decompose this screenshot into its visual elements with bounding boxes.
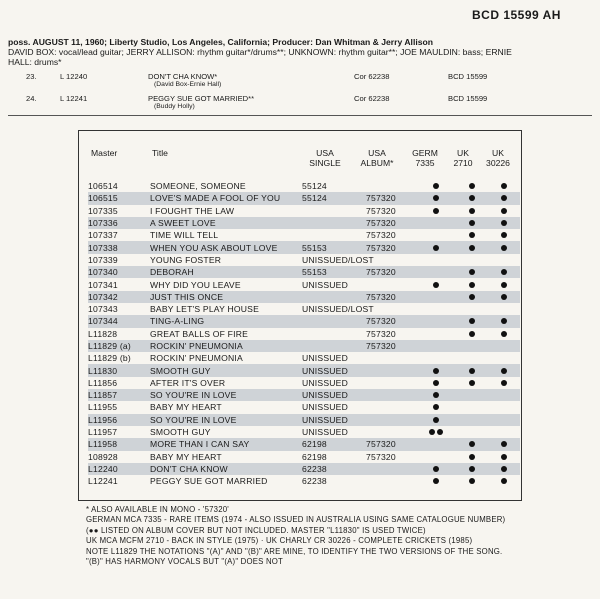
- track-title: DON'T CHA KNOW*: [148, 72, 218, 81]
- release-dot-icon: [469, 466, 475, 472]
- master-cell: 107344: [88, 315, 150, 327]
- uk1-cell: [456, 463, 488, 475]
- uk1-cell: [456, 254, 488, 266]
- table-row: [88, 266, 520, 278]
- germ-cell: [416, 180, 456, 192]
- single-cell: 62238: [302, 476, 327, 487]
- track-number: 23.: [26, 72, 37, 81]
- germ-cell: [416, 463, 456, 475]
- title-cell: BABY MY HEART: [150, 402, 222, 413]
- uk1-cell: [456, 291, 488, 303]
- uk2-cell: [488, 414, 520, 426]
- single-cell: UNISSUED: [302, 389, 366, 401]
- session-info: [8, 37, 592, 67]
- title-cell: A SWEET LOVE: [150, 217, 302, 229]
- table-row: [88, 340, 520, 352]
- single-cell: [302, 340, 366, 352]
- release-dot-icon: [433, 466, 439, 472]
- uk2-cell: [488, 389, 520, 401]
- master-cell: L11956: [88, 414, 150, 426]
- track-credit: (David Box-Ernie Hall): [154, 81, 222, 88]
- uk2-cell: [488, 303, 520, 315]
- title-cell: BABY LET'S PLAY HOUSE: [150, 304, 260, 315]
- release-dot-icon: [469, 245, 475, 251]
- release-dot-icon: [469, 331, 475, 337]
- album-cell: 757320: [366, 438, 416, 450]
- footnote: NOTE L11829 THE NOTATIONS "(A)" AND "(B)" ARE MINE, TO IDENTIFY THE TWO VERSIONS OF THE SONG.: [86, 546, 503, 556]
- track-list: [8, 72, 592, 116]
- release-dot-icon: [433, 183, 439, 189]
- uk2-cell: [488, 401, 520, 413]
- master-cell: 106515: [88, 192, 150, 204]
- master-cell: 107337: [88, 230, 118, 241]
- table-row: [88, 217, 520, 229]
- table-row: [88, 254, 520, 266]
- table-row: [88, 352, 520, 364]
- title-cell: TING-A-LING: [150, 315, 302, 327]
- single-cell: [302, 205, 366, 217]
- germ-cell: [416, 229, 456, 241]
- germ-cell: [416, 241, 456, 253]
- title-cell: YOUNG FOSTER: [150, 254, 222, 265]
- single-cell: 62238: [302, 463, 366, 475]
- uk2-cell: [488, 205, 520, 217]
- release-dot-icon: [501, 195, 507, 201]
- album-cell: 757320: [366, 266, 416, 278]
- single-cell: 62198: [302, 451, 327, 462]
- uk2-cell: [488, 278, 520, 290]
- album-cell: [366, 389, 416, 401]
- footnote: "(B)" HAS HARMONY VOCALS BUT "(A)" DOES NOT: [86, 557, 284, 567]
- footnotes: [86, 505, 586, 567]
- release-dot-icon: [469, 294, 475, 300]
- uk2-cell: [488, 352, 520, 364]
- release-dot-icon: [429, 429, 435, 435]
- release-dot-icon: [433, 368, 439, 374]
- album-cell: 757320: [366, 451, 396, 462]
- uk2-cell: [488, 340, 520, 352]
- single-cell: [302, 217, 366, 229]
- master-cell: L11830: [88, 364, 150, 376]
- track-cor: Cor 62238: [354, 72, 390, 81]
- release-dot-icon: [501, 454, 507, 460]
- release-dot-icon: [501, 441, 507, 447]
- germ-cell: [416, 205, 456, 217]
- germ-cell: [416, 278, 456, 290]
- track-master: L 12240: [60, 72, 88, 81]
- title-cell: PEGGY SUE GOT MARRIED: [150, 476, 268, 487]
- single-cell: 55153: [302, 266, 366, 278]
- master-cell: 107339: [88, 254, 118, 265]
- table-row: [88, 364, 520, 376]
- title-cell: SOMEONE, SOMEONE: [150, 181, 246, 192]
- uk1-cell: [456, 340, 488, 352]
- germ-cell: [416, 328, 456, 340]
- uk1-cell: [456, 475, 488, 487]
- release-dot-icon: [501, 232, 507, 238]
- table-row: [88, 180, 520, 192]
- header-master: Master: [91, 148, 118, 158]
- table-row: [88, 475, 520, 487]
- album-cell: 757320: [366, 230, 396, 241]
- catalog-number: BCD 15599 AH: [472, 8, 561, 22]
- release-dot-icon: [501, 282, 507, 288]
- germ-cell: [416, 303, 456, 315]
- table-row: [88, 451, 520, 463]
- uk2-cell: [488, 463, 520, 475]
- track-master: L 12241: [60, 94, 88, 103]
- title-cell: SMOOTH GUY: [150, 427, 211, 438]
- germ-cell: [416, 451, 456, 463]
- release-dot-icon: [469, 441, 475, 447]
- uk1-cell: [456, 241, 488, 253]
- title-cell: BABY MY HEART: [150, 451, 222, 462]
- album-cell: [366, 475, 416, 487]
- release-dot-icon: [501, 368, 507, 374]
- germ-cell: [416, 401, 456, 413]
- track-title: PEGGY SUE GOT MARRIED**: [148, 94, 255, 103]
- uk2-cell: [488, 328, 520, 340]
- uk1-cell: [456, 401, 488, 413]
- master-cell: L11828: [88, 328, 118, 339]
- uk1-cell: [456, 451, 488, 463]
- table-row: [88, 303, 520, 315]
- uk2-cell: [488, 315, 520, 327]
- single-cell: [302, 328, 366, 340]
- uk1-cell: [456, 192, 488, 204]
- uk2-cell: [488, 192, 520, 204]
- album-cell: 757320: [366, 315, 416, 327]
- release-dot-icon: [437, 429, 443, 435]
- single-cell: UNISSUED: [302, 402, 349, 413]
- single-cell: UNISSUED: [302, 353, 349, 364]
- master-cell: L11955: [88, 402, 118, 413]
- single-cell: UNISSUED: [302, 364, 366, 376]
- release-dot-icon: [469, 208, 475, 214]
- single-cell: UNISSUED: [302, 427, 349, 438]
- germ-cell: [416, 426, 456, 438]
- single-cell: 62198: [302, 438, 366, 450]
- master-cell: L11829 (b): [88, 353, 131, 364]
- footnote: UK MCA MCFM 2710 - BACK IN STYLE (1975) · UK CHARLY CR 30226 - COMPLETE CRICKETS (1985): [86, 536, 473, 546]
- uk1-cell: [456, 315, 488, 327]
- title-cell: JUST THIS ONCE: [150, 291, 302, 303]
- album-cell: 757320: [366, 291, 416, 303]
- single-cell: 55124: [302, 192, 366, 204]
- table-row: [88, 426, 520, 438]
- release-dot-icon: [469, 220, 475, 226]
- germ-cell: [416, 377, 456, 389]
- footnote: (●● LISTED ON ALBUM COVER BUT NOT INCLUDED. MASTER "L11830" IS USED TWICE): [86, 525, 426, 535]
- single-cell: UNISSUED: [302, 414, 366, 426]
- single-cell: UNISSUED/LOST: [302, 304, 374, 315]
- track-bcd: BCD 15599: [448, 72, 488, 81]
- header-usa-album: USA ALBUM*: [360, 148, 394, 168]
- master-cell: 107335: [88, 205, 118, 216]
- release-dot-icon: [501, 220, 507, 226]
- album-cell: 757320: [366, 328, 396, 339]
- release-dot-icon: [501, 466, 507, 472]
- album-cell: [366, 377, 416, 389]
- master-cell: 107340: [88, 266, 150, 278]
- uk2-cell: [488, 241, 520, 253]
- release-dot-icon: [469, 380, 475, 386]
- germ-cell: [416, 364, 456, 376]
- uk1-cell: [456, 389, 488, 401]
- header-uk-2710: UK 2710: [453, 148, 473, 168]
- table-row: [88, 205, 520, 217]
- release-dot-icon: [469, 368, 475, 374]
- release-dot-icon: [469, 195, 475, 201]
- germ-cell: [416, 192, 456, 204]
- track-row: [8, 72, 592, 94]
- release-dot-icon: [501, 208, 507, 214]
- germ-cell: [416, 340, 456, 352]
- title-cell: DEBORAH: [150, 266, 302, 278]
- single-cell: 55153: [302, 241, 366, 253]
- session-date-line: poss. AUGUST 11, 1960; Liberty Studio, Los Angeles, California; Producer: Dan Whitman & Jerry Allison: [8, 37, 433, 47]
- title-cell: TIME WILL TELL: [150, 230, 219, 241]
- uk2-cell: [488, 364, 520, 376]
- table-row: [88, 278, 520, 290]
- uk1-cell: [456, 438, 488, 450]
- uk2-cell: [488, 254, 520, 266]
- title-cell: SO YOU'RE IN LOVE: [150, 389, 302, 401]
- album-cell: 757320: [366, 241, 416, 253]
- uk1-cell: [456, 266, 488, 278]
- table-row: [88, 401, 520, 413]
- germ-cell: [416, 291, 456, 303]
- table-row: [88, 389, 520, 401]
- master-cell: 106514: [88, 181, 118, 192]
- master-cell: L11857: [88, 389, 150, 401]
- germ-cell: [416, 266, 456, 278]
- release-dot-icon: [501, 245, 507, 251]
- discography-table: [88, 180, 520, 487]
- title-cell: WHY DID YOU LEAVE: [150, 279, 241, 290]
- uk2-cell: [488, 451, 520, 463]
- uk1-cell: [456, 217, 488, 229]
- session-personnel-line: DAVID BOX: vocal/lead guitar; JERRY ALLISON: rhythm guitar*/drums**; UNKNOWN: rhythm guitar**; JOE MAULDIN: bass; ERNIE: [8, 47, 512, 57]
- header-uk-30226: UK 30226: [486, 148, 510, 168]
- track-cor: Cor 62238: [354, 94, 390, 103]
- track-number: 24.: [26, 94, 37, 103]
- title-cell: I FOUGHT THE LAW: [150, 205, 235, 216]
- album-cell: [366, 463, 416, 475]
- release-dot-icon: [501, 294, 507, 300]
- master-cell: 107341: [88, 279, 118, 290]
- master-cell: L12241: [88, 476, 118, 487]
- uk1-cell: [456, 377, 488, 389]
- germ-cell: [416, 315, 456, 327]
- uk1-cell: [456, 205, 488, 217]
- uk1-cell: [456, 303, 488, 315]
- germ-cell: [416, 438, 456, 450]
- germ-cell: [416, 414, 456, 426]
- germ-cell: [416, 217, 456, 229]
- title-cell: GREAT BALLS OF FIRE: [150, 328, 249, 339]
- footnote: * ALSO AVAILABLE IN MONO - '57320': [86, 505, 229, 514]
- single-cell: [302, 229, 366, 241]
- track-row: [8, 94, 592, 116]
- release-dot-icon: [469, 318, 475, 324]
- table-row: [88, 463, 520, 475]
- uk1-cell: [456, 328, 488, 340]
- table-body: [88, 180, 520, 487]
- master-cell: L11957: [88, 427, 118, 438]
- table-row: [88, 438, 520, 450]
- uk2-cell: [488, 180, 520, 192]
- uk1-cell: [456, 426, 488, 438]
- header-germ: GERM 7335: [412, 148, 438, 168]
- title-cell: SO YOU'RE IN LOVE: [150, 414, 302, 426]
- title-cell: ROCKIN' PNEUMONIA: [150, 353, 243, 364]
- title-cell: ROCKIN' PNEUMONIA: [150, 340, 302, 352]
- germ-cell: [416, 389, 456, 401]
- master-cell: L11829 (a): [88, 340, 150, 352]
- uk2-cell: [488, 475, 520, 487]
- release-dot-icon: [469, 269, 475, 275]
- album-cell: [366, 364, 416, 376]
- uk2-cell: [488, 426, 520, 438]
- master-cell: 108928: [88, 451, 118, 462]
- table-row: [88, 315, 520, 327]
- uk1-cell: [456, 180, 488, 192]
- germ-cell: [416, 352, 456, 364]
- uk2-cell: [488, 217, 520, 229]
- germ-cell: [416, 254, 456, 266]
- uk2-cell: [488, 291, 520, 303]
- album-cell: [366, 352, 416, 364]
- release-dot-icon: [501, 269, 507, 275]
- release-dot-icon: [469, 232, 475, 238]
- album-cell: [366, 278, 416, 290]
- master-cell: L12240: [88, 463, 150, 475]
- session-personnel-line: HALL: drums*: [8, 57, 62, 67]
- table-row: [88, 291, 520, 303]
- release-dot-icon: [433, 380, 439, 386]
- table-row: [88, 192, 520, 204]
- release-dot-icon: [501, 183, 507, 189]
- single-cell: [302, 315, 366, 327]
- uk1-cell: [456, 278, 488, 290]
- album-cell: [366, 401, 416, 413]
- release-dot-icon: [433, 245, 439, 251]
- footnote: GERMAN MCA 7335 - RARE ITEMS (1974 - ALSO ISSUED IN AUSTRALIA USING SAME CATALOGUE NUMBER): [86, 515, 506, 525]
- release-dot-icon: [433, 282, 439, 288]
- uk1-cell: [456, 364, 488, 376]
- track-bcd: BCD 15599: [448, 94, 488, 103]
- table-row: [88, 229, 520, 241]
- release-dot-icon: [501, 318, 507, 324]
- header-title: Title: [152, 148, 168, 158]
- release-dot-icon: [433, 208, 439, 214]
- master-cell: 107338: [88, 241, 150, 253]
- album-cell: 757320: [366, 192, 416, 204]
- album-cell: [366, 180, 416, 192]
- title-cell: SMOOTH GUY: [150, 364, 302, 376]
- release-dot-icon: [469, 478, 475, 484]
- single-cell: UNISSUED: [302, 377, 349, 388]
- release-dot-icon: [469, 282, 475, 288]
- uk2-cell: [488, 438, 520, 450]
- table-row: [88, 241, 520, 253]
- germ-cell: [416, 475, 456, 487]
- track-credit: (Buddy Holly): [154, 103, 195, 110]
- uk1-cell: [456, 352, 488, 364]
- master-cell: 107336: [88, 217, 150, 229]
- uk2-cell: [488, 229, 520, 241]
- master-cell: L11958: [88, 438, 150, 450]
- uk1-cell: [456, 229, 488, 241]
- single-cell: 55124: [302, 181, 327, 192]
- album-cell: [366, 414, 416, 426]
- release-dot-icon: [501, 331, 507, 337]
- album-cell: 757320: [366, 217, 416, 229]
- master-cell: 107343: [88, 304, 118, 315]
- title-cell: LOVE'S MADE A FOOL OF YOU: [150, 192, 302, 204]
- header-usa-single: USA SINGLE: [309, 148, 341, 168]
- title-cell: MORE THAN I CAN SAY: [150, 438, 302, 450]
- release-dot-icon: [433, 478, 439, 484]
- master-cell: 107342: [88, 291, 150, 303]
- title-cell: WHEN YOU ASK ABOUT LOVE: [150, 241, 302, 253]
- release-dot-icon: [433, 417, 439, 423]
- release-dot-icon: [469, 183, 475, 189]
- title-cell: AFTER IT'S OVER: [150, 377, 226, 388]
- release-dot-icon: [433, 392, 439, 398]
- divider: [8, 115, 592, 116]
- album-cell: [366, 426, 416, 438]
- release-dot-icon: [433, 195, 439, 201]
- master-cell: L11856: [88, 377, 118, 388]
- table-row: [88, 328, 520, 340]
- table-row: [88, 414, 520, 426]
- release-dot-icon: [501, 478, 507, 484]
- release-dot-icon: [469, 454, 475, 460]
- uk1-cell: [456, 414, 488, 426]
- uk2-cell: [488, 266, 520, 278]
- release-dot-icon: [501, 380, 507, 386]
- single-cell: [302, 291, 366, 303]
- single-cell: UNISSUED/LOST: [302, 254, 374, 265]
- single-cell: UNISSUED: [302, 279, 349, 290]
- title-cell: DON'T CHA KNOW: [150, 463, 302, 475]
- uk2-cell: [488, 377, 520, 389]
- album-cell: 757320: [366, 340, 416, 352]
- album-cell: 757320: [366, 205, 396, 216]
- release-dot-icon: [433, 404, 439, 410]
- table-row: [88, 377, 520, 389]
